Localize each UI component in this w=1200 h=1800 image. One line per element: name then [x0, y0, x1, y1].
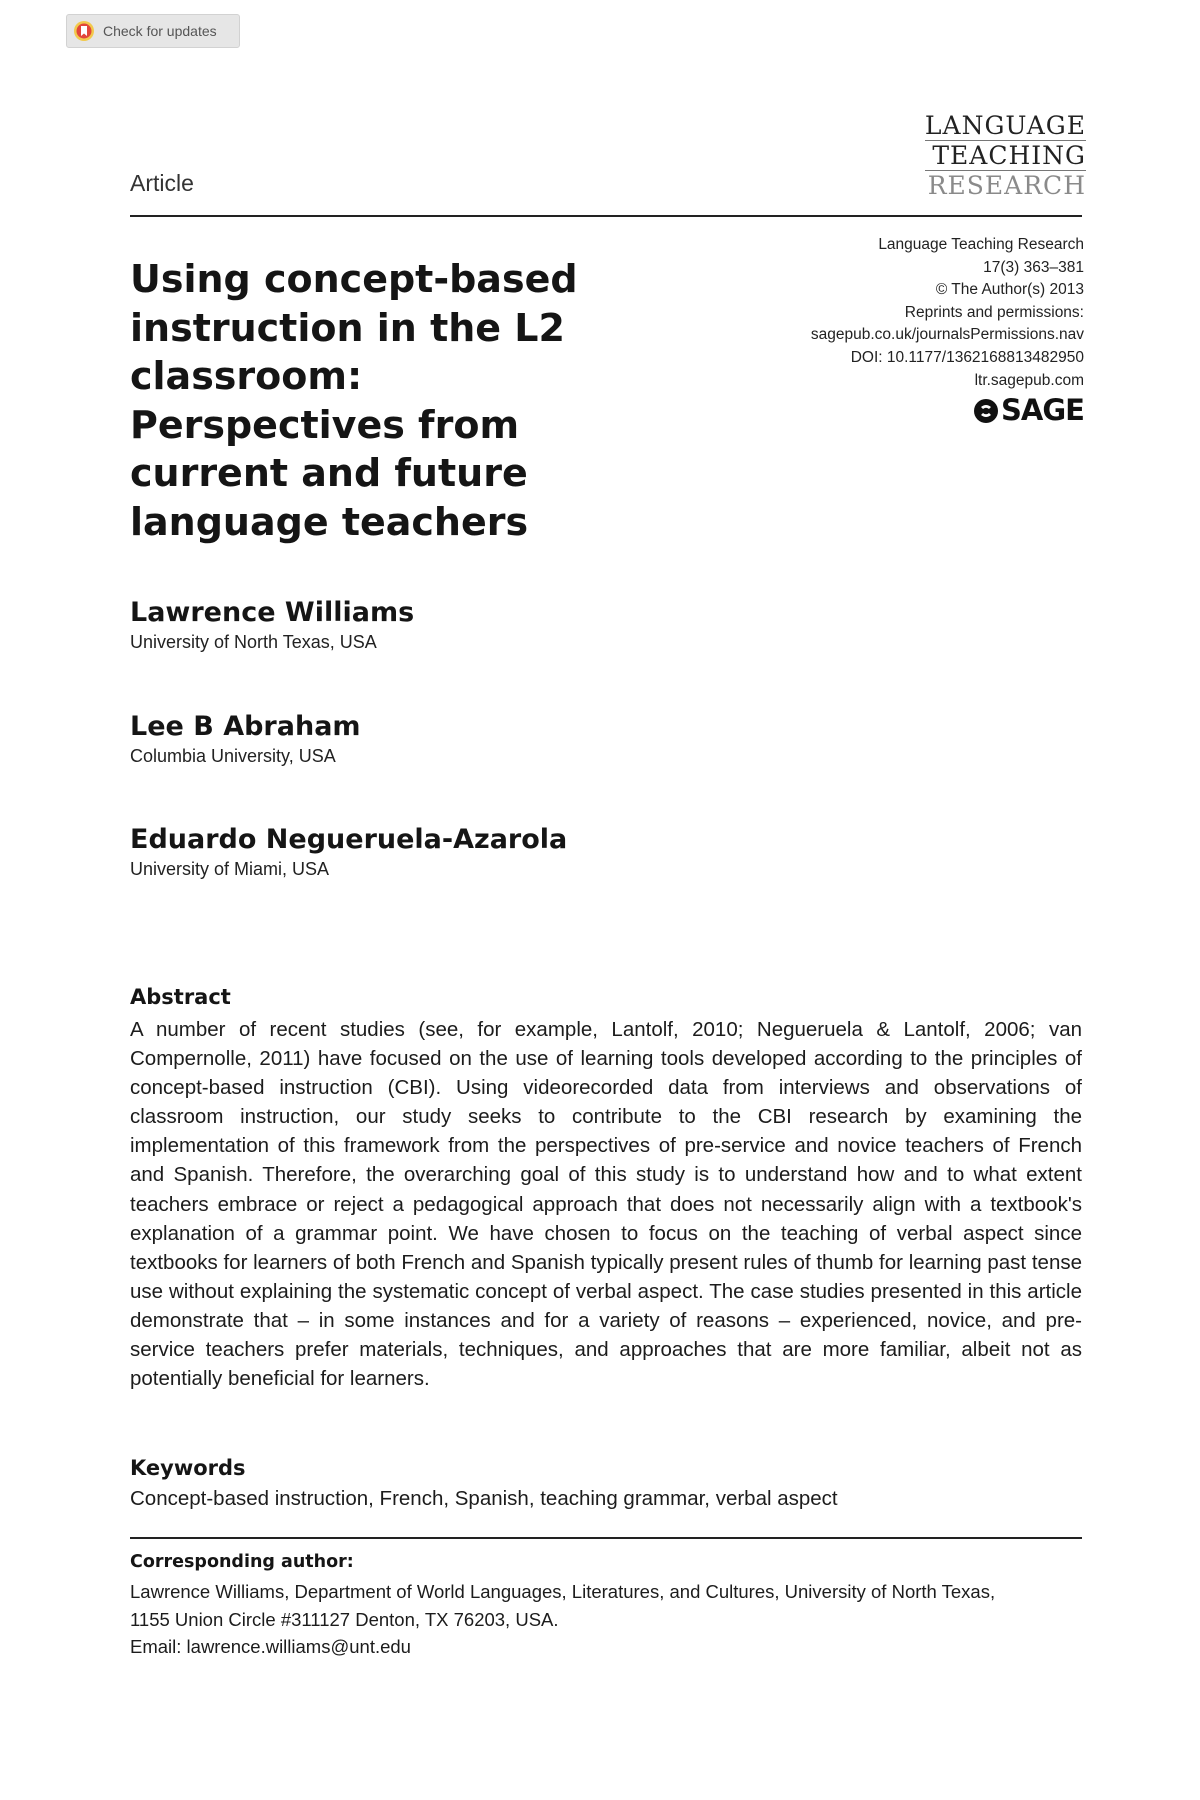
author-name: Lawrence Williams — [130, 597, 415, 628]
journal-logo-line-3: RESEARCH — [927, 171, 1086, 200]
header-divider — [130, 215, 1082, 217]
corresponding-author-heading: Corresponding author: — [130, 1552, 354, 1572]
journal-logo-line-1: LANGUAGE — [924, 111, 1086, 140]
sage-mark-icon — [973, 397, 999, 423]
keywords-heading: Keywords — [130, 1456, 246, 1480]
author-name: Lee B Abraham — [130, 711, 361, 742]
corresponding-author-details — [130, 1578, 1090, 1661]
corresponding-author-email[interactable]: Email: lawrence.williams@unt.edu — [130, 1636, 411, 1657]
doi-link[interactable]: DOI: 10.1177/1362168813482950 — [850, 348, 1084, 366]
abstract-text: A number of recent studies (see, for example, Lantolf, 2010; Negueruela & Lantolf, 2006; van Compernolle, 2011) have focused on the use of learning tools developed according to the principles of concept-based instruction (CBI). Using videorecorded data from interviews and observations of classroom instruction, our study seeks to contribute to the CBI research by examining the implementation of this framework from the perspectives of pre-service and novice teachers of French and Spanish. Therefore, the overarching goal of this study is to understand how and to what extent teachers embrace or reject a pedagogical approach that does not necessarily align with a textbook's explanation of a grammar point. We have chosen to focus on the teaching of verbal aspect since textbooks for learners of both French and Spanish typically present rules of thumb for learning past tense use without explaining the systematic concept of verbal aspect. The case studies presented in this article demonstrate that – in some instances and for a variety of reasons – experienced, novice, and pre-service teachers prefer materials, techniques, and approaches that are more familiar, albeit not as potentially beneficial for learners. — [130, 1018, 1082, 1391]
author-name: Eduardo Negueruela-Azarola — [130, 824, 568, 855]
corresponding-author-address: Lawrence Williams, Department of World Languages, Literatures, and Cultures, University of North Texas, — [130, 1581, 996, 1602]
journal-volume: 17(3) 363–381 — [983, 258, 1084, 276]
journal-logo — [925, 112, 1086, 199]
copyright-notice: © The Author(s) 2013 — [935, 281, 1084, 299]
check-for-updates-button[interactable] — [66, 14, 240, 48]
article-type-label: Article — [130, 170, 194, 196]
journal-meta — [811, 234, 1084, 392]
journal-logo-line-2: TEACHING — [932, 141, 1086, 170]
reprints-label: Reprints and permissions: — [904, 303, 1084, 321]
corresponding-author-address: 1155 Union Circle #311127 Denton, TX 76203, USA. — [130, 1608, 559, 1630]
keywords-text: Concept-based instruction, French, Spanish, teaching grammar, verbal aspect — [130, 1487, 838, 1510]
publisher-logo — [973, 393, 1084, 427]
journal-name: Language Teaching Research — [878, 236, 1084, 253]
author-affiliation: University of North Texas, USA — [130, 632, 377, 652]
check-for-updates-label: Check for updates — [103, 23, 217, 39]
abstract-heading: Abstract — [130, 985, 231, 1009]
author-block — [130, 596, 414, 654]
journal-site-link[interactable]: ltr.sagepub.com — [974, 371, 1084, 389]
paper-title: Using concept-based instruction in the L2 classroom: Perspectives from current and future language teachers — [130, 257, 578, 544]
author-block — [130, 823, 567, 881]
footnote-divider — [130, 1537, 1082, 1539]
author-affiliation: Columbia University, USA — [130, 746, 336, 766]
permissions-link[interactable]: sagepub.co.uk/journalsPermissions.nav — [810, 326, 1084, 344]
author-affiliation: University of Miami, USA — [130, 859, 330, 879]
publisher-logo-text: SAGE — [1001, 393, 1084, 427]
author-block — [130, 710, 361, 768]
bookmark-badge-icon — [73, 20, 95, 42]
